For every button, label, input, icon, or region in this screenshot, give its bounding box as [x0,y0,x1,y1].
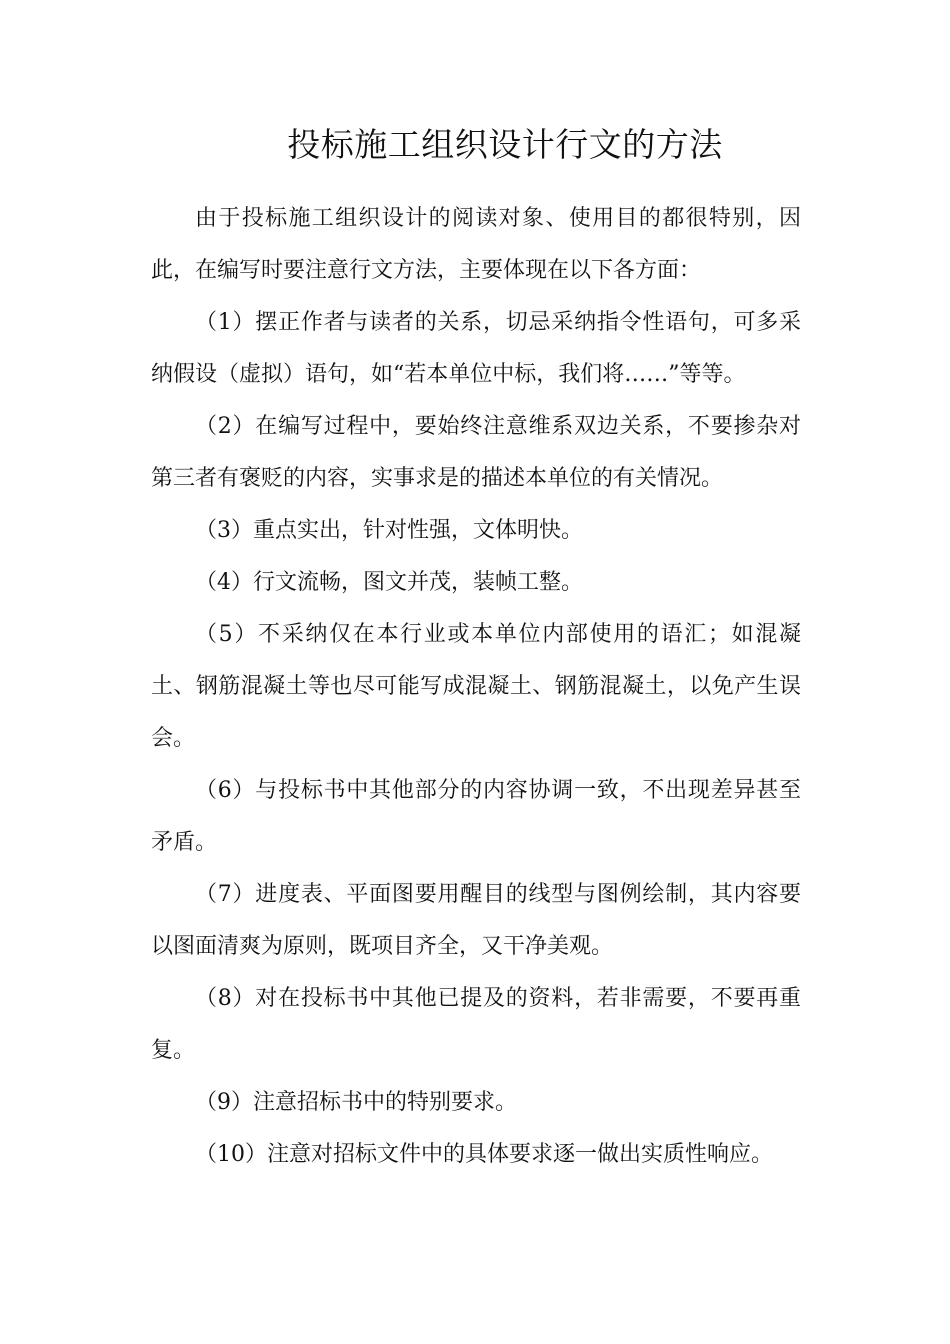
paragraph-item-9: （9）注意招标书中的特别要求。 [195,1090,517,1115]
paragraph-item-1: （1）摆正作者与读者的关系，切忌采纳指令性语句，可多采纳假设（虚拟）语句，如“若本单位中标，我们将……”等等。 [151,310,801,387]
document-title: 投标施工组织设计行文的方法 [287,125,723,164]
paragraph-item-6: （6）与投标书中其他部分的内容协调一致，不出现差异甚至矛盾。 [151,778,801,855]
paragraph-item-5: （5）不采纳仅在本行业或本单位内部使用的语汇；如混凝土、钢筋混凝土等也尽可能写成混凝土、钢筋混凝土，以免产生误会。 [151,622,801,751]
paragraph-item-8: （8）对在投标书中其他已提及的资料，若非需要，不要再重复。 [151,986,801,1063]
paragraph-item-3: （3）重点实出，针对性强，文体明快。 [195,518,583,543]
document-body [151,193,801,1181]
paragraph-item-7: （7）进度表、平面图要用醒目的线型与图例绘制，其内容要以图面清爽为原则，既项目齐全，又干净美观。 [151,882,801,959]
paragraph-item-10: （10）注意对招标文件中的具体要求逐一做出实质性响应。 [195,1142,773,1167]
paragraph-item-2: （2）在编写过程中，要始终注意维系双边关系，不要掺杂对第三者有褒贬的内容，实事求是的描述本单位的有关情况。 [151,414,801,491]
paragraph-item-4: （4）行文流畅，图文并茂，装帧工整。 [195,570,583,595]
paragraph-intro: 由于投标施工组织设计的阅读对象、使用目的都很特别，因此，在编写时要注意行文方法，主要体现在以下各方面： [151,206,801,283]
